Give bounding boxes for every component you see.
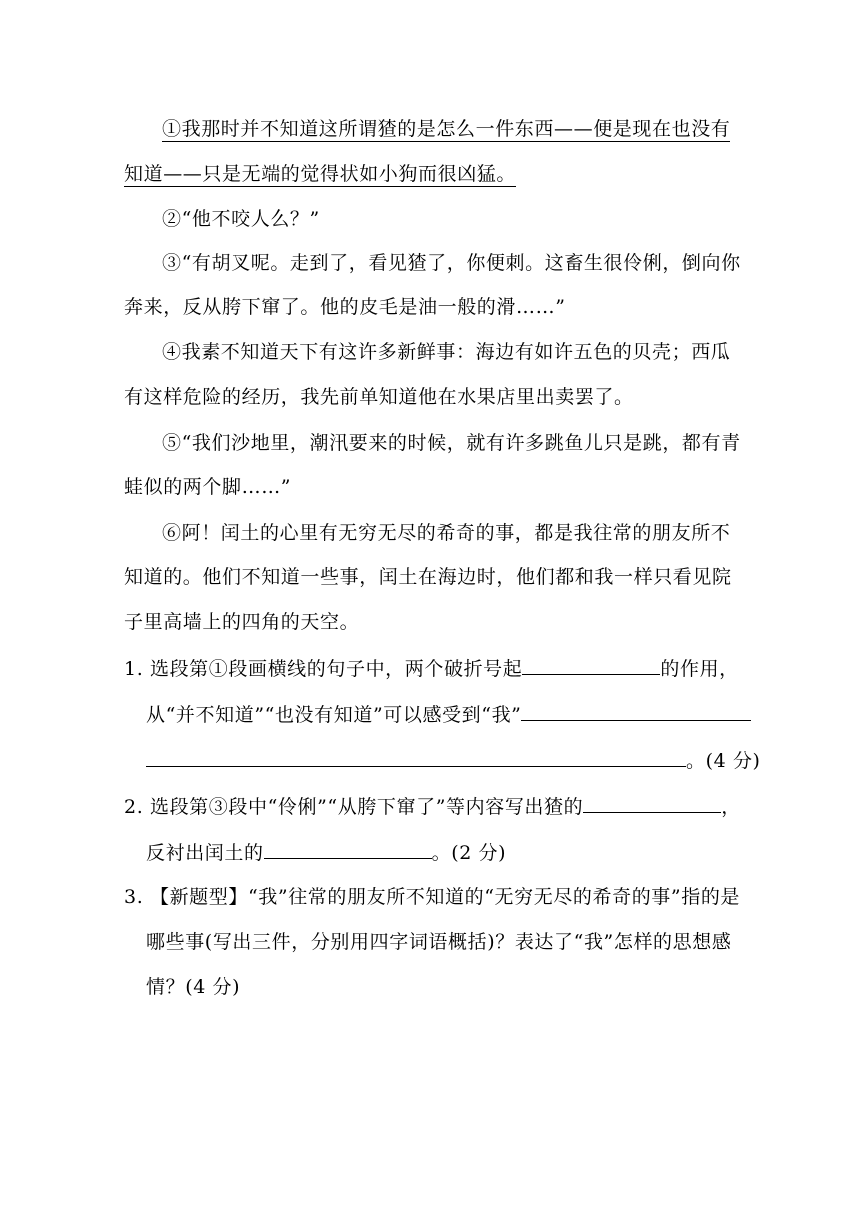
answer-blank[interactable] — [521, 700, 751, 721]
paragraph-2: ②“他不咬人么？” — [162, 208, 320, 230]
question-1-line-3 — [146, 746, 781, 774]
answer-blank[interactable] — [522, 654, 660, 675]
question-3-line-3: 情？(4 分) — [146, 976, 241, 998]
paragraph-3-line-2: 奔来，反从胯下窜了。他的皮毛是油一般的滑……” — [124, 296, 566, 318]
paragraph-4-line-2: 有这样危险的经历，我先前单知道他在水果店里出卖罢了。 — [124, 386, 634, 408]
underlined-sentence: 知道——只是无端的觉得状如小狗而很凶猛。 — [124, 163, 517, 185]
question-2-text: 反衬出闰土的 — [146, 842, 264, 864]
question-3-line-2: 哪些事(写出三件，分别用四字词语概括)？表达了“我”怎样的思想感 — [146, 931, 732, 953]
question-2-text: 2. 选段第③段中“伶俐”“从胯下窜了”等内容写出猹的 — [124, 796, 584, 818]
paragraph-5-line-1: ⑤“我们沙地里，潮汛要来的时候，就有许多跳鱼儿只是跳，都有青 — [162, 432, 741, 454]
question-2-text: ， — [721, 796, 741, 818]
paragraph-3-line-1: ③“有胡叉呢。走到了，看见猹了，你便刺。这畜生很伶俐，倒向你 — [162, 252, 741, 274]
answer-blank[interactable] — [264, 838, 432, 859]
paragraph-6-line-2: 知道的。他们不知道一些事，闰土在海边时，他们都和我一样只看见院 — [124, 566, 732, 588]
paragraph-6-line-3: 子里高墙上的四角的天空。 — [124, 611, 360, 633]
paragraph-1-line-1 — [162, 116, 797, 142]
question-1-score: 。(4 分) — [686, 750, 761, 772]
question-1-line-2 — [146, 700, 781, 728]
question-2-line-1 — [124, 792, 759, 820]
question-2-line-2 — [146, 838, 781, 866]
answer-blank[interactable] — [146, 746, 686, 767]
paragraph-6-line-1: ⑥阿！闰土的心里有无穷无尽的希奇的事，都是我往常的朋友所不 — [162, 522, 731, 544]
question-2-score: 。(2 分) — [431, 842, 507, 864]
question-1-line-1 — [124, 654, 759, 682]
question-1-text: 的作用， — [660, 658, 739, 680]
underlined-sentence: ①我那时并不知道这所谓猹的是怎么一件东西——便是现在也没有 — [162, 118, 731, 140]
question-1-text: 1. 选段第①段画横线的句子中，两个破折号起 — [124, 658, 523, 680]
question-1-text: 从“并不知道”“也没有知道”可以感受到“我” — [146, 704, 522, 726]
paragraph-4-line-1: ④我素不知道天下有这许多新鲜事：海边有如许五色的贝壳；西瓜 — [162, 341, 731, 363]
answer-blank[interactable] — [583, 792, 721, 813]
question-3-line-1: 3. 【新题型】“我”往常的朋友所不知道的“无穷无尽的希奇的事”指的是 — [124, 886, 741, 908]
paragraph-1-line-2 — [124, 161, 759, 187]
paragraph-5-line-2: 蛙似的两个脚……” — [124, 476, 292, 498]
